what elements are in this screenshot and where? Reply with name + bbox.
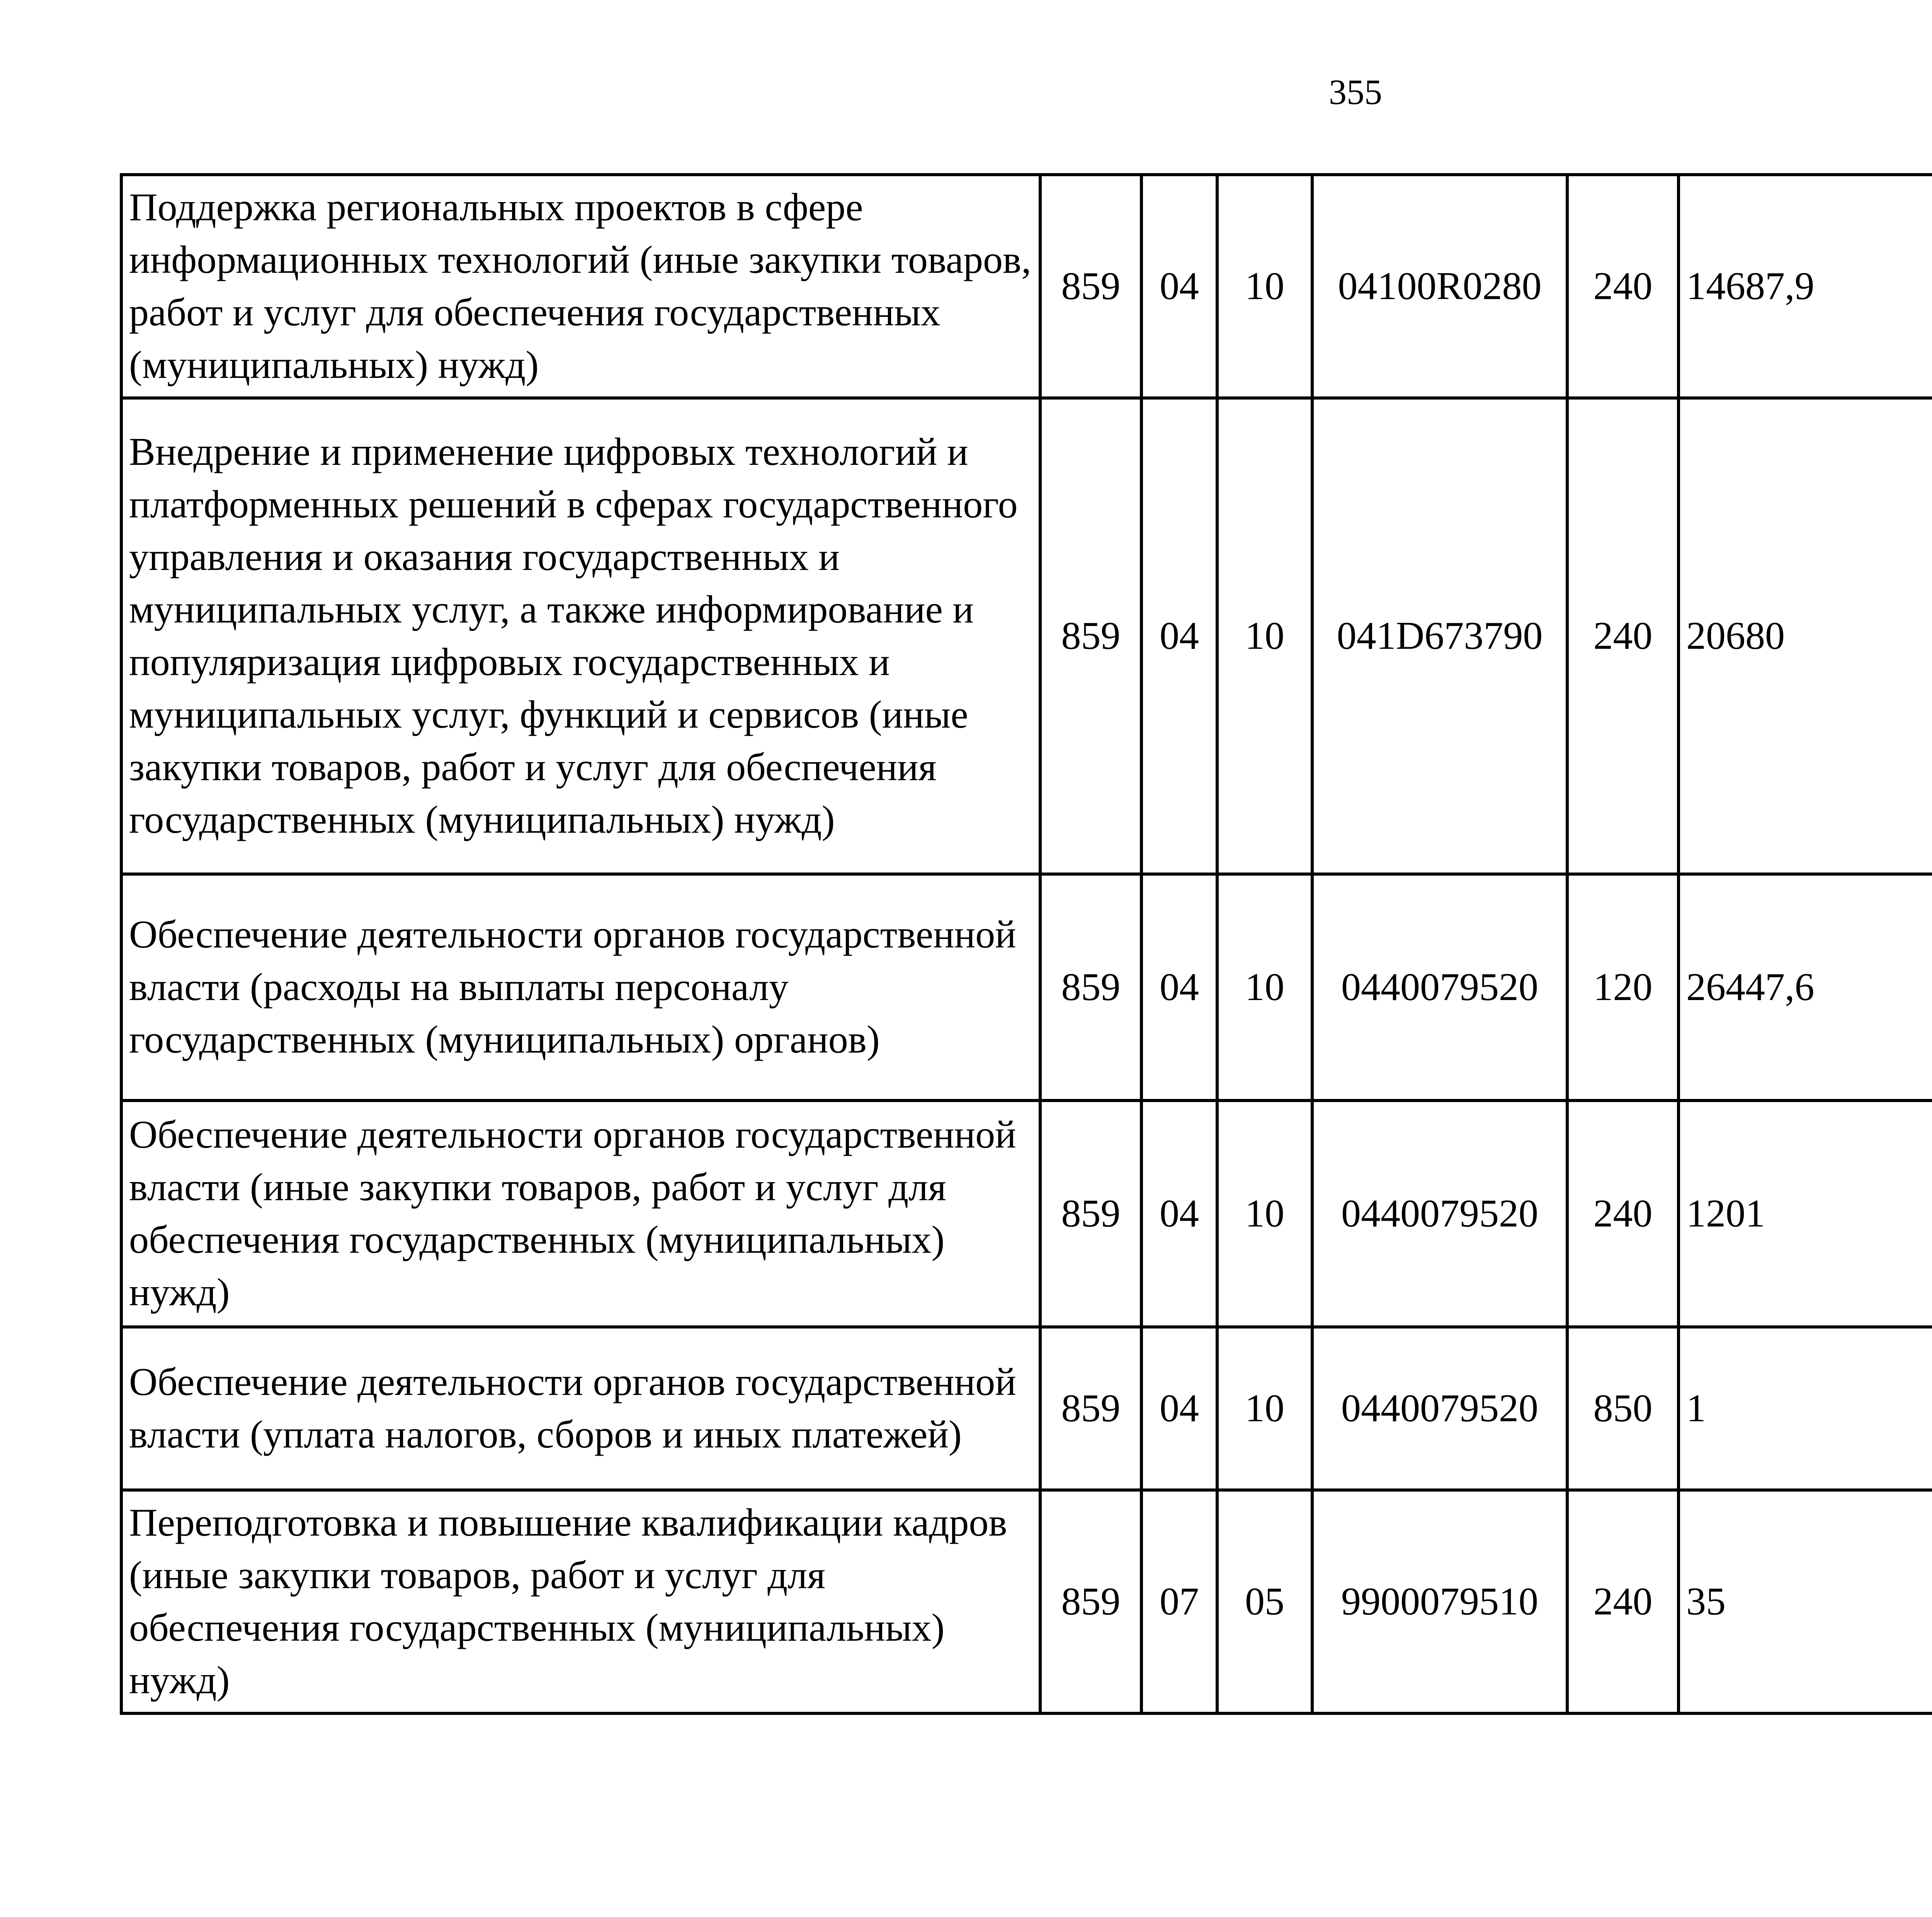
row-description: Обеспечение деятельности органов государственной власти (расходы на выплаты персоналу государственных (муниципальных) органов) <box>121 874 1040 1101</box>
expense-type-code: 120 <box>1567 874 1679 1101</box>
ministry-code: 859 <box>1040 1490 1141 1713</box>
target-article-code: 0440079520 <box>1312 874 1567 1101</box>
ministry-code: 859 <box>1040 175 1141 398</box>
row-description: Обеспечение деятельности органов государственной власти (уплата налогов, сборов и иных платежей) <box>121 1327 1040 1490</box>
expense-type-code: 240 <box>1567 175 1679 398</box>
table-row <box>121 175 1932 398</box>
section-code: 07 <box>1141 1490 1217 1713</box>
row-description: Переподготовка и повышение квалификации кадров (иные закупки товаров, работ и услуг для обеспечения государственных (муниципальных) нужд) <box>121 1490 1040 1713</box>
amount-year-1: 14687,9 <box>1679 175 1932 398</box>
subsection-code: 10 <box>1217 175 1312 398</box>
target-article-code: 0440079520 <box>1312 1101 1567 1327</box>
amount-year-1: 1201 <box>1679 1101 1932 1327</box>
expense-type-code: 240 <box>1567 398 1679 874</box>
row-description: Обеспечение деятельности органов государственной власти (иные закупки товаров, работ и услуг для обеспечения государственных (муниципальных) нужд) <box>121 1101 1040 1327</box>
table-row <box>121 1327 1932 1490</box>
target-article-code: 0440079520 <box>1312 1327 1567 1490</box>
subsection-code: 05 <box>1217 1490 1312 1713</box>
table-row <box>121 1490 1932 1713</box>
expense-type-code: 240 <box>1567 1490 1679 1713</box>
target-article-code: 04100R0280 <box>1312 175 1567 398</box>
section-code: 04 <box>1141 1327 1217 1490</box>
section-code: 04 <box>1141 398 1217 874</box>
subsection-code: 10 <box>1217 398 1312 874</box>
section-code: 04 <box>1141 874 1217 1101</box>
table-row <box>121 1101 1932 1327</box>
row-description: Внедрение и применение цифровых технологий и платформенных решений в сферах государственного управления и оказания государственных и муниципальных услуг, а также информирование и популяризация цифровых государственных и муниципальных услуг, функций и сервисов (иные закупки товаров, работ и услуг для обеспечения государственных (муниципальных) нужд) <box>121 398 1040 874</box>
expense-type-code: 240 <box>1567 1101 1679 1327</box>
amount-year-1: 35 <box>1679 1490 1932 1713</box>
amount-year-1: 20680 <box>1679 398 1932 874</box>
row-description: Поддержка региональных проектов в сфере информационных технологий (иные закупки товаров, работ и услуг для обеспечения государственных (муниципальных) нужд) <box>121 175 1040 398</box>
subsection-code: 10 <box>1217 1327 1312 1490</box>
section-code: 04 <box>1141 175 1217 398</box>
section-code: 04 <box>1141 1101 1217 1327</box>
target-article-code: 9900079510 <box>1312 1490 1567 1713</box>
subsection-code: 10 <box>1217 1101 1312 1327</box>
budget-table <box>120 173 1932 1715</box>
ministry-code: 859 <box>1040 1327 1141 1490</box>
expense-type-code: 850 <box>1567 1327 1679 1490</box>
ministry-code: 859 <box>1040 398 1141 874</box>
ministry-code: 859 <box>1040 874 1141 1101</box>
subsection-code: 10 <box>1217 874 1312 1101</box>
amount-year-1: 1 <box>1679 1327 1932 1490</box>
page-number: 355 <box>1329 72 1382 112</box>
table-row <box>121 398 1932 874</box>
table-row <box>121 874 1932 1101</box>
target-article-code: 041D673790 <box>1312 398 1567 874</box>
ministry-code: 859 <box>1040 1101 1141 1327</box>
amount-year-1: 26447,6 <box>1679 874 1932 1101</box>
